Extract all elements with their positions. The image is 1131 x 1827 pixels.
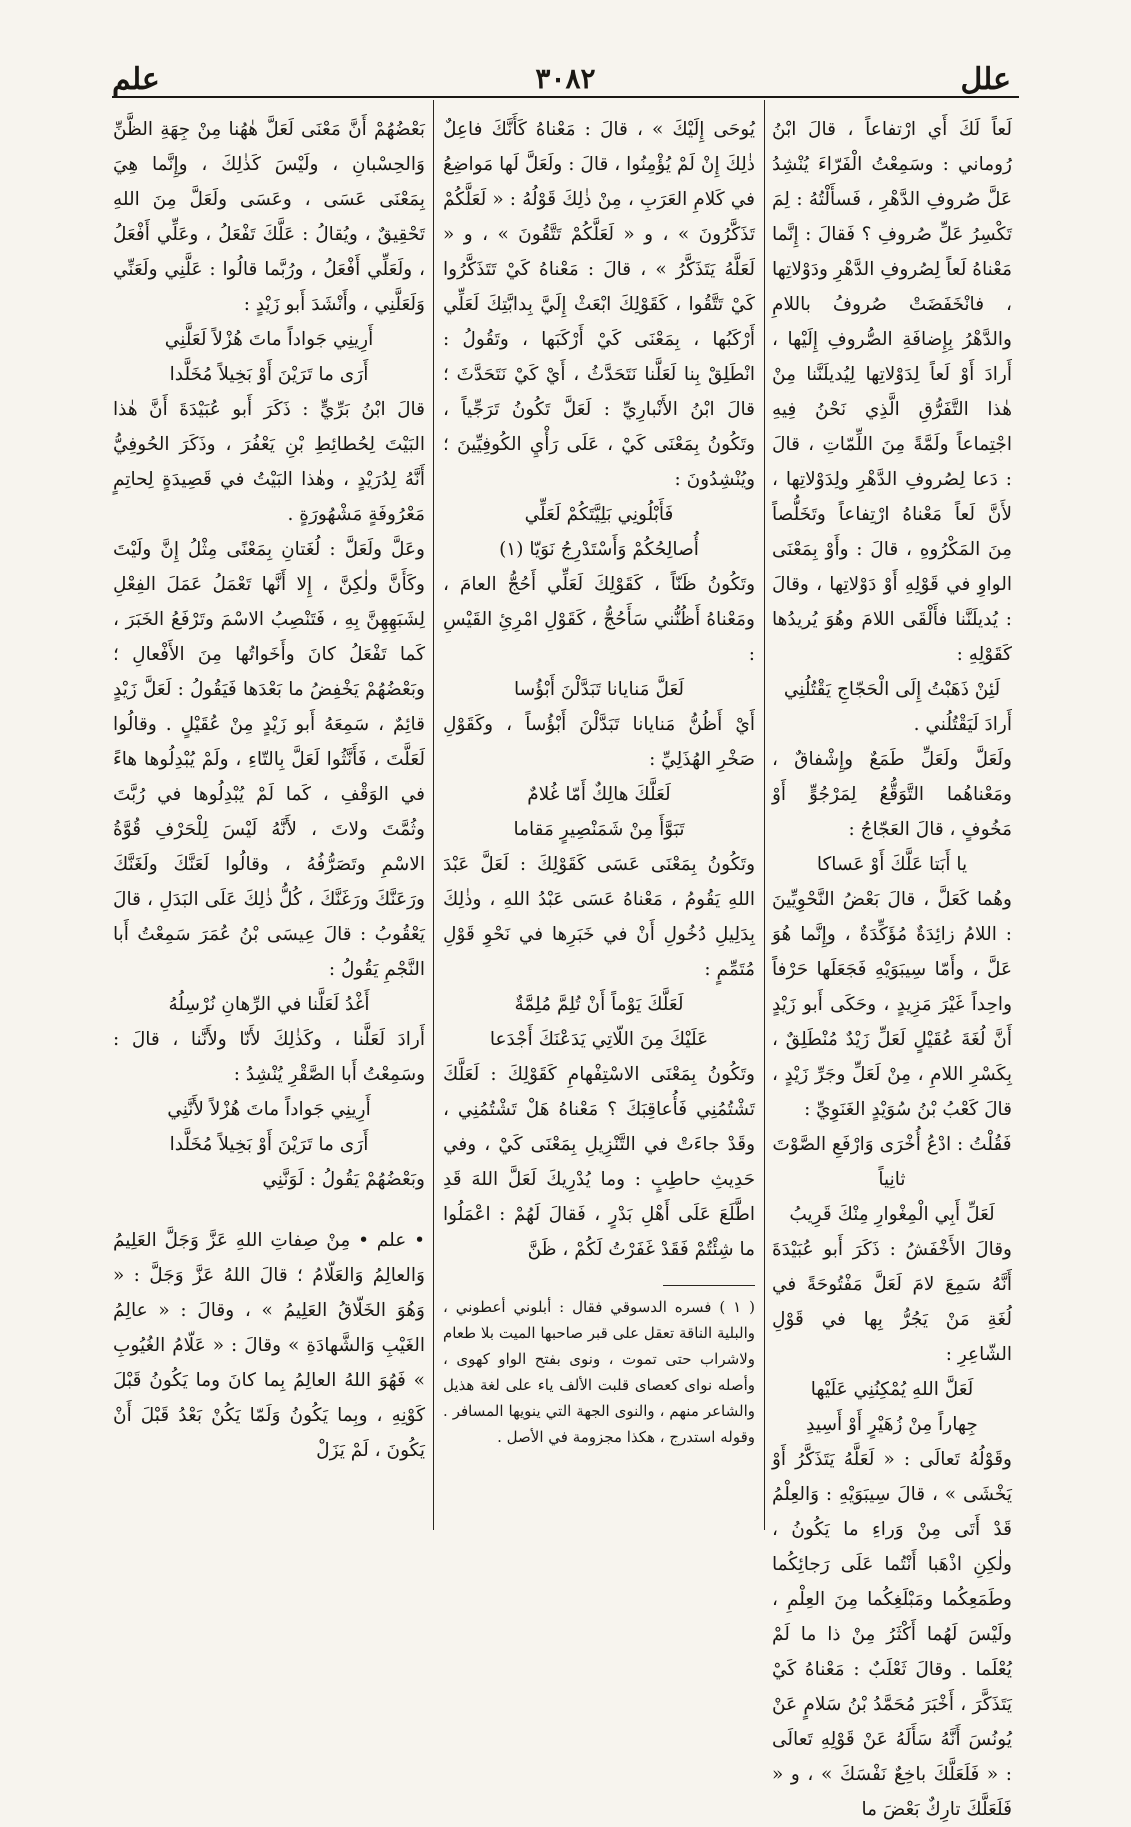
column-divider	[764, 100, 765, 1530]
entry-header-left: علم	[112, 62, 160, 97]
verse-line: أَرَى ما تَرَيْنَ أَوْ بَخِيلاً مُخَلَّدا	[169, 1134, 369, 1155]
text-column-middle	[443, 112, 755, 1542]
verse-line: عَلَيْكَ مِنَ اللّاتِي يَدَعْنَكَ أَجْدَعا	[489, 1029, 709, 1050]
paragraph: أَرادَ لَعَلَّنا ، وكَذٰلِكَ لأَنّا ولأَنَّنا ، قالَ : وسَمِعْتُ أَبا الصَّقْرِ يُنْشِدُ :	[113, 1029, 425, 1085]
verse-line: أَغْدُ لَعَلَّنا في الرِّهانِ نُرْسِلُهُ	[168, 994, 370, 1015]
verse-line: جِهاراً مِنْ زُهَيْرٍ أَوْ أَسِيدِ	[806, 1414, 978, 1435]
verse-line: لَعَلَّ اللهِ يُمْكِنُنِي عَلَيْها	[810, 1379, 974, 1400]
footnote: ( ١ ) فسره الدسوقي فقال : أبلوني أعطوني ، والبلية الناقة تعقل على قبر صاحبها الميت بلا طعام ولاشراب حتى تموت ، ونوى بفتح الواو كهوى ، وأصله نواى كعصاى قلبت الألف ياء على لغة هذيل والشاعر منهم ، والنوى الجهة التي ينويها المسافر . وقوله استدرج ، هكذا مجزومة في الأصل .	[443, 1298, 756, 1446]
verse-line: أَرِينِي جَواداً ماتَ هُزْلاً لَعَلَّنِي	[164, 329, 374, 350]
verse-line: فَأَبْلُونِي بَلِيَّتَكُمْ لَعَلِّي	[524, 504, 674, 525]
paragraph: بَعْضُهُمْ أَنَّ مَعْنَى لَعَلَّ هٰهُنا مِنْ جِهَةِ الظَّنِّ وَالحِسْبانِ ، ولَيْسَ كَذٰلِكَ ، وإِنَّما هِيَ بِمَعْنَى عَسَى ، وعَسَى ولَعَلَّ مِنَ اللهِ تَحْقِيقٌ ، ويُقالُ : عَلَّكَ تَفْعَلُ ، وعَلِّي أَفْعَلُ ، ولَعَلِّي أَفْعَلُ ، ورُبَّما قالُوا : عَلَّنِي ولَعَنِّي وَلَعَلَّنِي ، وأَنْشَدَ أَبو زَيْدٍ :	[113, 119, 425, 315]
column-divider	[433, 100, 434, 1530]
footnote-separator	[663, 1285, 755, 1286]
paragraph: وهُما كَعَلَّ ، قالَ بَعْضُ النَّحْوِيِّينَ : اللامُ زائِدَةٌ مُؤَكِّدَةٌ ، وإِنَّما هُوَ عَلَّ ، وأَمّا سِيبَوَيْهِ فَجَعَلَها حَرْفاً واحِداً غَيْرَ مَزِيدٍ ، وحَكَى أَبو زَيْدٍ أَنَّ لُغَةَ عُقَيْلٍ لَعَلِّ زَيْدٌ مُنْطَلِقٌ ، بِكَسْرِ اللامِ ، مِنْ لَعَلِّ وجَرِّ زَيْدٍ ، قالَ كَعْبُ بْنُ سُوَيْدٍ الغَنَوِيِّ :	[772, 889, 1012, 1120]
paragraph: أَيْ أَظُنُّ مَنايانا تَبَدَّلْنَ أَبْؤُساً ، وكَقَوْلِ صَخْرِ الهُذَلِيِّ :	[443, 714, 755, 770]
verse-line: أَرَى ما تَرَيْنَ أَوْ بَخِيلاً مُخَلَّدا	[169, 364, 369, 385]
paragraph: وبَعْضُهُمْ يَقُولُ : لَوَنَّنِي	[262, 1169, 425, 1190]
verse-line: أُصالِحُكُمْ وَأَسْتَدْرِجُ نَوَيّا (١)	[499, 539, 699, 560]
entry-header-right: علل	[960, 62, 1011, 97]
paragraph: • علم • مِنْ صِفاتِ اللهِ عَزَّ وَجَلَّ العَلِيمُ وَالعالِمُ وَالعَلّامُ ؛ قالَ اللهُ عَزَّ وَجَلَّ : « وَهُوَ الخَلّاقُ العَلِيمُ » ، وقالَ : « عالِمُ الغَيْبِ وَالشَّهادَةِ » وقالَ : « عَلّامُ الغُيُوبِ » فَهُوَ اللهُ العالِمُ بِما كانَ وما يَكُونُ قَبْلَ كَوْنِهِ ، وبِما يَكُونُ وَلَمّا يَكُنْ بَعْدُ قَبْلَ أَنْ يَكُونَ ، لَمْ يَزَلْ	[113, 1230, 425, 1461]
paragraph: قالَ ابْنُ بَرِّيٍّ : ذَكَرَ أَبو عُبَيْدَةَ أَنَّ هٰذا البَيْتَ لِحُطائِطِ بْنِ يَعْفُرَ ، وذَكَرَ الحُوفِيُّ أَنَّهُ لِدُرَيْدٍ ، وهٰذا البَيْتُ في قَصِيدَةٍ لِحاتِمٍ مَعْرُوفَةٍ مَشْهُورَةٍ .	[113, 399, 425, 525]
paragraph: يُوحَى إِلَيْكَ » ، قالَ : مَعْناهُ كَأَنَّكَ فاعِلٌ ذٰلِكَ إِنْ لَمْ يُؤْمِنُوا ، قالَ : ولَعَلَّ لَها مَواضِعُ في كَلامِ العَرَبِ ، مِنْ ذٰلِكَ قَوْلُهُ : « لَعَلَّكُمْ تَذَكَّرُونَ » ، و « لَعَلَّكُمْ تَتَّقُونَ » ، و « لَعَلَّهُ يَتَذَكَّرُ » ، قالَ : مَعْناهُ كَيْ تَتَذَكَّرُوا كَيْ تَتَّقُوا ، كَقَوْلِكَ ابْعَثْ إِلَيَّ بِدابَّتِكَ لَعَلِّي أَرْكَبُها ، بِمَعْنَى كَيْ أَرْكَبَها ، وتَقُولُ : انْطَلِقْ بِنا لَعَلَّنا نَتَحَدَّثُ ، أَيْ كَيْ نَتَحَدَّثَ ؛ قالَ ابْنُ الأَنْبارِيِّ : لَعَلَّ تَكُونُ تَرَجِّياً ، وتَكُونُ بِمَعْنَى كَيْ ، عَلَى رَأْيِ الكُوفِيِّينَ ؛ ويُنْشِدُونَ :	[443, 119, 755, 490]
paragraph: وعَلَّ ولَعَلَّ : لُغَتانِ بِمَعْنًى مِثْلُ إِنَّ ولَيْتَ وكَأَنَّ ولٰكِنَّ ، إِلا أَنَّها تَعْمَلُ عَمَلَ الفِعْلِ لِشَبَهِهِنَّ بِهِ ، فَتَنْصِبُ الاسْمَ وتَرْفَعُ الخَبَرَ ، كَما تَفْعَلُ كانَ وأَخَواتُها مِنَ الأَفْعالِ ؛ وبَعْضُهُمْ يَخْفِضُ ما بَعْدَها فَيَقُولُ : لَعَلَّ زَيْدٍ قائِمٌ ، سَمِعَهُ أَبو زَيْدٍ مِنْ عُقَيْلٍ . وقالُوا لَعَلَّتَ ، فَأَنَّثُوا لَعَلَّ بِالتّاءِ ، ولَمْ يُبْدِلُوها هاءً في الوَقْفِ ، كَما لَمْ يُبْدِلُوها في رُبَّتَ وثُمَّتَ ولاتَ ، لأَنَّهُ لَيْسَ لِلْحَرْفِ قُوَّةُ الاسْمِ وتَصَرُّفُهُ ، وقالُوا لَعَنَّكَ ولَغَنَّكَ ورَعَنَّكَ ورَغَنَّكَ ، كُلُّ ذٰلِكَ عَلَى البَدَلِ ، قالَ يَعْقُوبُ : قالَ عِيسَى بْنُ عُمَرَ سَمِعْتُ أَبا النَّجْمِ يَقُولُ :	[113, 539, 425, 980]
column-body	[443, 112, 755, 1267]
verse-line: لَعَلَّ مَنايانا تَبَدَّلْنَ أَبْؤُسا	[513, 679, 685, 700]
verse-line: تَبَوَّأَ مِنْ شَمَنْصِيرٍ مَقاما	[513, 819, 685, 840]
paragraph: وتَكُونُ بِمَعْنَى الاسْتِفْهامِ كَقَوْلِكَ : لَعَلَّكَ تَشْتُمُنِي فَأُعاقِبَكَ ؟ مَعْناهُ هَلْ تَشْتُمُنِي ، وقَدْ جاءَتْ في التَّنْزِيلِ بِمَعْنَى كَيْ ، وفي حَدِيثِ حاطِبٍ : وما يُدْرِيكَ لَعَلَّ اللهَ قَدِ اطَّلَعَ عَلَى أَهْلِ بَدْرٍ ، فَقالَ لَهُمْ : اعْمَلُوا ما شِئْتُمْ فَقَدْ غَفَرْتُ لَكُمْ ، ظَنَّ	[443, 1064, 755, 1260]
paragraph: أَرادَ لَيَقْتُلُني .	[913, 714, 1012, 735]
header-rule	[112, 96, 1019, 98]
verse-line: لَئِنْ ذَهَبْتُ إِلَى الْحَجّاجِ يَقْتُلُنِي	[783, 679, 1001, 700]
paragraph: لَعاً لَكَ أَي ارْتفاعاً ، قالَ ابْنُ رُوماني : وسَمِعْتُ الْفَرّاءَ يُنْشِدُ عَلَّ صُروفِ الدَّهْرِ ، فَسأَلْتُهُ : لِمَ تَكْسِرُ عَلِّ صُروفِ ؟ فَقالَ : إِنَّما مَعْناهُ لَعاً لِصُروفِ الدَّهْرِ ودَوْلاتِها ، فانْخَفَضَتْ صُروفُ باللامِ والدَّهْرُ بِإِضافَةِ الصُّروفِ إِلَيْها ، أَرادَ أَوْ لَعاً لِدَوْلاتِها لِيُديلَنَّنا مِنْ هٰذا التَّفَرُّقِ الَّذِي نَحْنُ فِيهِ اجْتِماعاً ولَمَّةً مِنَ اللِّمّاتِ ، قالَ : دَعا لِصُروفِ الدَّهْرِ ولِدَوْلاتِها ، لأَنَّ لَعاً مَعْناهُ ارْتِفاعاً وتَخَلُّصاً مِنَ المَكْرُوهِ ، قالَ : وأَوْ بِمَعْنَى الواوِ في قَوْلِهِ أَوْ دَوْلاتِها ، وقالَ : يُديلَنَّنا فأَلْقَى اللامَ وهُوَ يُريدُها كَقَوْلِهِ :	[772, 119, 1012, 665]
verse-line: فَقُلْتُ : ادْعُ أُخْرَى وَارْفَعِ الصَّوْتَ ثانِياً	[772, 1134, 1012, 1190]
verse-line: يا أَبَتا عَلَّكَ أَوْ عَساكا	[816, 854, 968, 875]
paragraph: ولَعَلَّ ولَعَلِّ طَمَعٌ وإِشْفاقٌ ، ومَعْناهُما التَّوَقُّعُ لِمَرْجُوٍّ أَوْ مَخُوفٍ ، قالَ العَجّاجُ :	[772, 749, 1012, 840]
verse-line: أَرِينِي جَواداً ماتَ هُزْلاً لأَنَّنِي	[167, 1099, 371, 1120]
paragraph: وتَكُونُ ظَنّاً ، كَقَوْلِكَ لَعَلِّي أَحُجُّ العامَ ، ومَعْناهُ أَظُنُّني سَأَحُجُّ ، كَقَوْلِ امْرِئِ القَيْسِ :	[443, 574, 755, 665]
verse-line: لَعَلَّكَ هالِكٌ أَمّا غُلامٌ	[527, 784, 671, 805]
text-column-right	[772, 112, 1012, 1820]
paragraph: وتَكُونُ بِمَعْنَى عَسَى كَقَوْلِكَ : لَعَلَّ عَبْدَ اللهِ يَقُومُ ، مَعْناهُ عَسَى عَبْدُ اللهِ ، وذٰلِكَ بِدَلِيلِ دُخُولِ أَنْ في خَبَرِها في نَحْوِ قَوْلِ مُتَمِّمٍ :	[443, 854, 755, 980]
verse-line: لَعَلِّ أَبِي الْمِغْوارِ مِنْكَ قَرِيبُ	[789, 1204, 995, 1225]
verse-line: لَعَلَّكَ يَوْماً أَنْ تُلِمَّ مُلِمَّةٌ	[514, 994, 684, 1015]
paragraph: وقَوْلُهُ تَعالَى : « لَعَلَّهُ يَتَذَكَّرُ أَوْ يَخْشَى » ، قالَ سِيبَوَيْهِ : وَالعِلْمُ قَدْ أَتَى مِنْ وَراءِ ما يَكُونُ ، ولٰكِنِ اذْهَبا أَنْتُما عَلَى رَجائِكُما وطَمَعِكُما ومَبْلَغِكُما مِنَ العِلْمِ ، ولَيْسَ لَهُما أَكْثَرُ مِنْ ذا ما لَمْ يُعْلَما . وقالَ ثَعْلَبٌ : مَعْناهُ كَيْ يَتَذَكَّرَ ، أَخْبَرَ مُحَمَّدُ بْنُ سَلامٍ عَنْ يُونُسَ أَنَّهُ سَأَلَهُ عَنْ قَوْلِهِ تَعالَى : « فَلَعَلَّكَ باخِعٌ نَفْسَكَ » ، و « فَلَعَلَّكَ تارِكٌ بَعْضَ ما	[772, 1449, 1012, 1820]
text-column-left	[113, 112, 425, 1542]
page-number: ٣٠٨٢	[535, 62, 596, 95]
paragraph: وقالَ الأَخْفَشُ : ذَكَرَ أَبو عُبَيْدَةَ أَنَّهُ سَمِعَ لامَ لَعَلَّ مَفْتُوحَةً في لُغَةِ مَنْ يَجُرُّ بِها في قَوْلِ الشّاعِرِ :	[772, 1239, 1012, 1365]
